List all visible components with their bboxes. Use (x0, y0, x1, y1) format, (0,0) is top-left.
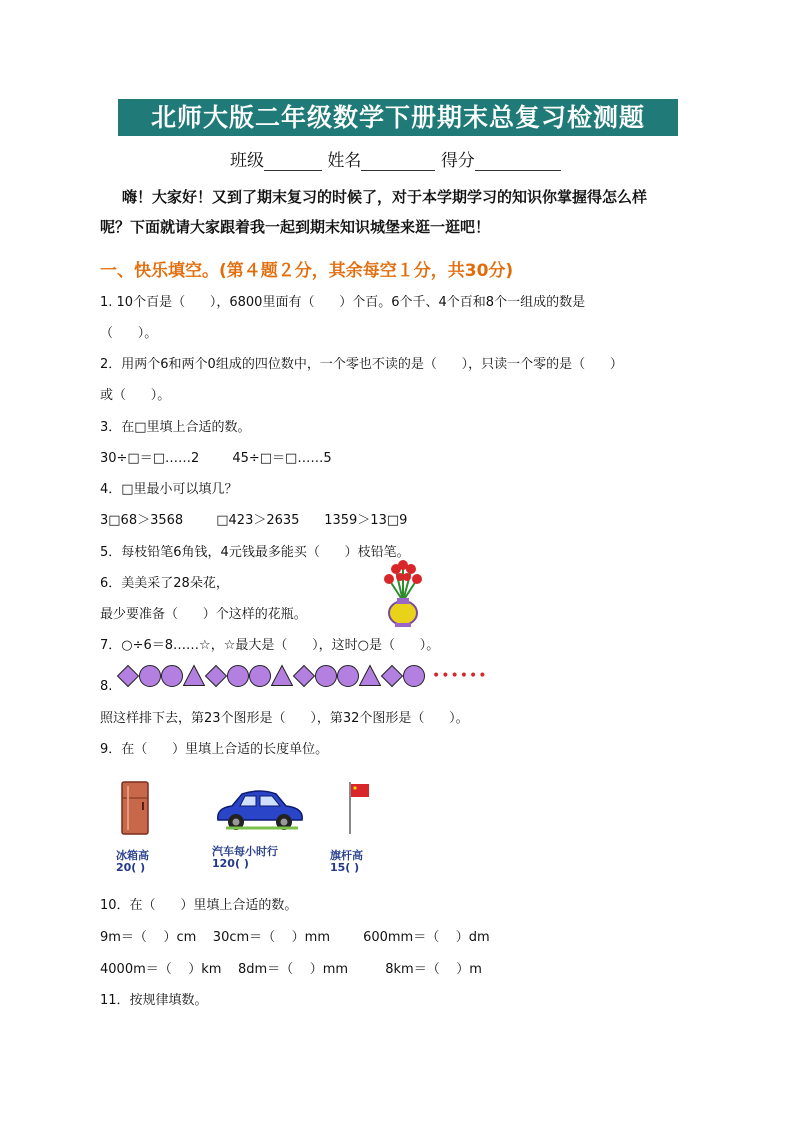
q10-row-1: 9m＝（ ）cm 30cm＝（ ）mm 600mm＝（ ）dm (100, 930, 490, 945)
score-blank (475, 152, 561, 171)
q4-stem: 4．□里最小可以填几？ (100, 482, 238, 497)
class-blank (264, 152, 322, 171)
q7: 7．○÷6＝8……☆，☆最大是（ ），这时○是（ ）。 (100, 638, 440, 653)
continuation-dots: •••••• (432, 668, 488, 684)
intro-line-2: 呢？下面就请大家跟着我一起到期末知识城堡来逛一逛吧！ (100, 218, 491, 236)
section-heading: 一、快乐填空。(第４题２分，其余每空１分，共30分) (100, 261, 514, 281)
diamond-shape (382, 666, 403, 687)
q6-line-2: 最少要准备（ ）个这样的花瓶。 (100, 607, 307, 622)
q9-stem: 9．在（ ）里填上合适的长度单位。 (100, 742, 329, 757)
car-image (212, 784, 308, 836)
shape-sequence (116, 662, 496, 690)
triangle-shape (272, 666, 293, 686)
circle-shape (338, 666, 359, 687)
q11: 11．按规律填数。 (100, 993, 208, 1008)
triangle-shape (184, 666, 205, 686)
diamond-shape (206, 666, 227, 687)
circle-shape (404, 666, 425, 687)
q5: 5．每枝铅笔6角钱，4元钱最多能买（ ）枝铅笔。 (100, 545, 410, 560)
q4-items: 3□68＞3568 □423＞2635 1359＞13□9 (100, 513, 408, 528)
vase-body (389, 601, 417, 625)
diamond-shape (118, 666, 139, 687)
name-blank (361, 152, 435, 171)
q1-line-1: 1. 10个百是（ ），6800里面有（ ）个百。6个千、4个百和8个一组成的数是 (100, 295, 586, 310)
score-label: 得分 (440, 151, 475, 171)
q2-line-2: 或（ ）。 (100, 388, 171, 403)
circle-shape (250, 666, 271, 687)
student-info (230, 146, 561, 171)
fridge-caption: 冰箱高 20( ) (116, 849, 149, 874)
circle-shape (228, 666, 249, 687)
circle-shape (316, 666, 337, 687)
vase-neck (397, 598, 409, 604)
q10-stem: 10．在（ ）里填上合适的数。 (100, 898, 298, 913)
q2-line-1: 2．用两个6和两个0组成的四位数中，一个零也不读的是（ ），只读一个零的是（ ） (100, 357, 623, 372)
triangle-shape (360, 666, 381, 686)
class-label: 班级 (230, 151, 264, 171)
q3-items: 30÷□＝□……2 45÷□＝□……5 (100, 451, 332, 466)
vase-base (395, 623, 411, 627)
q8-line-2: 照这样排下去，第23个图形是（ ），第32个图形是（ ）。 (100, 711, 469, 726)
q1-line-2: （ ）。 (100, 326, 158, 341)
fridge-image (120, 780, 152, 836)
flagpole-image (340, 778, 374, 836)
car-caption: 汽车每小时行 120( ) (212, 845, 278, 870)
flagpole-caption: 旗杆高 15( ) (330, 849, 363, 874)
name-label: 姓名 (327, 151, 362, 171)
q10-row-2: 4000m＝（ ）km 8dm＝（ ）mm 8km＝（ ）m (100, 962, 482, 977)
diamond-shape (294, 666, 315, 687)
q6-line-1: 6．美美采了28朵花， (100, 576, 229, 591)
circle-shape (140, 666, 161, 687)
flower-vase-image (378, 557, 428, 629)
page-title: 北师大版二年级数学下册期末总复习检测题 (118, 99, 678, 136)
circle-shape (162, 666, 183, 687)
q8-label: 8. (100, 679, 113, 694)
intro-line-1: 嗨！大家好！又到了期末复习的时候了，对于本学期学习的知识你掌握得怎么样 (122, 188, 648, 206)
q3-stem: 3．在□里填上合适的数。 (100, 420, 251, 435)
